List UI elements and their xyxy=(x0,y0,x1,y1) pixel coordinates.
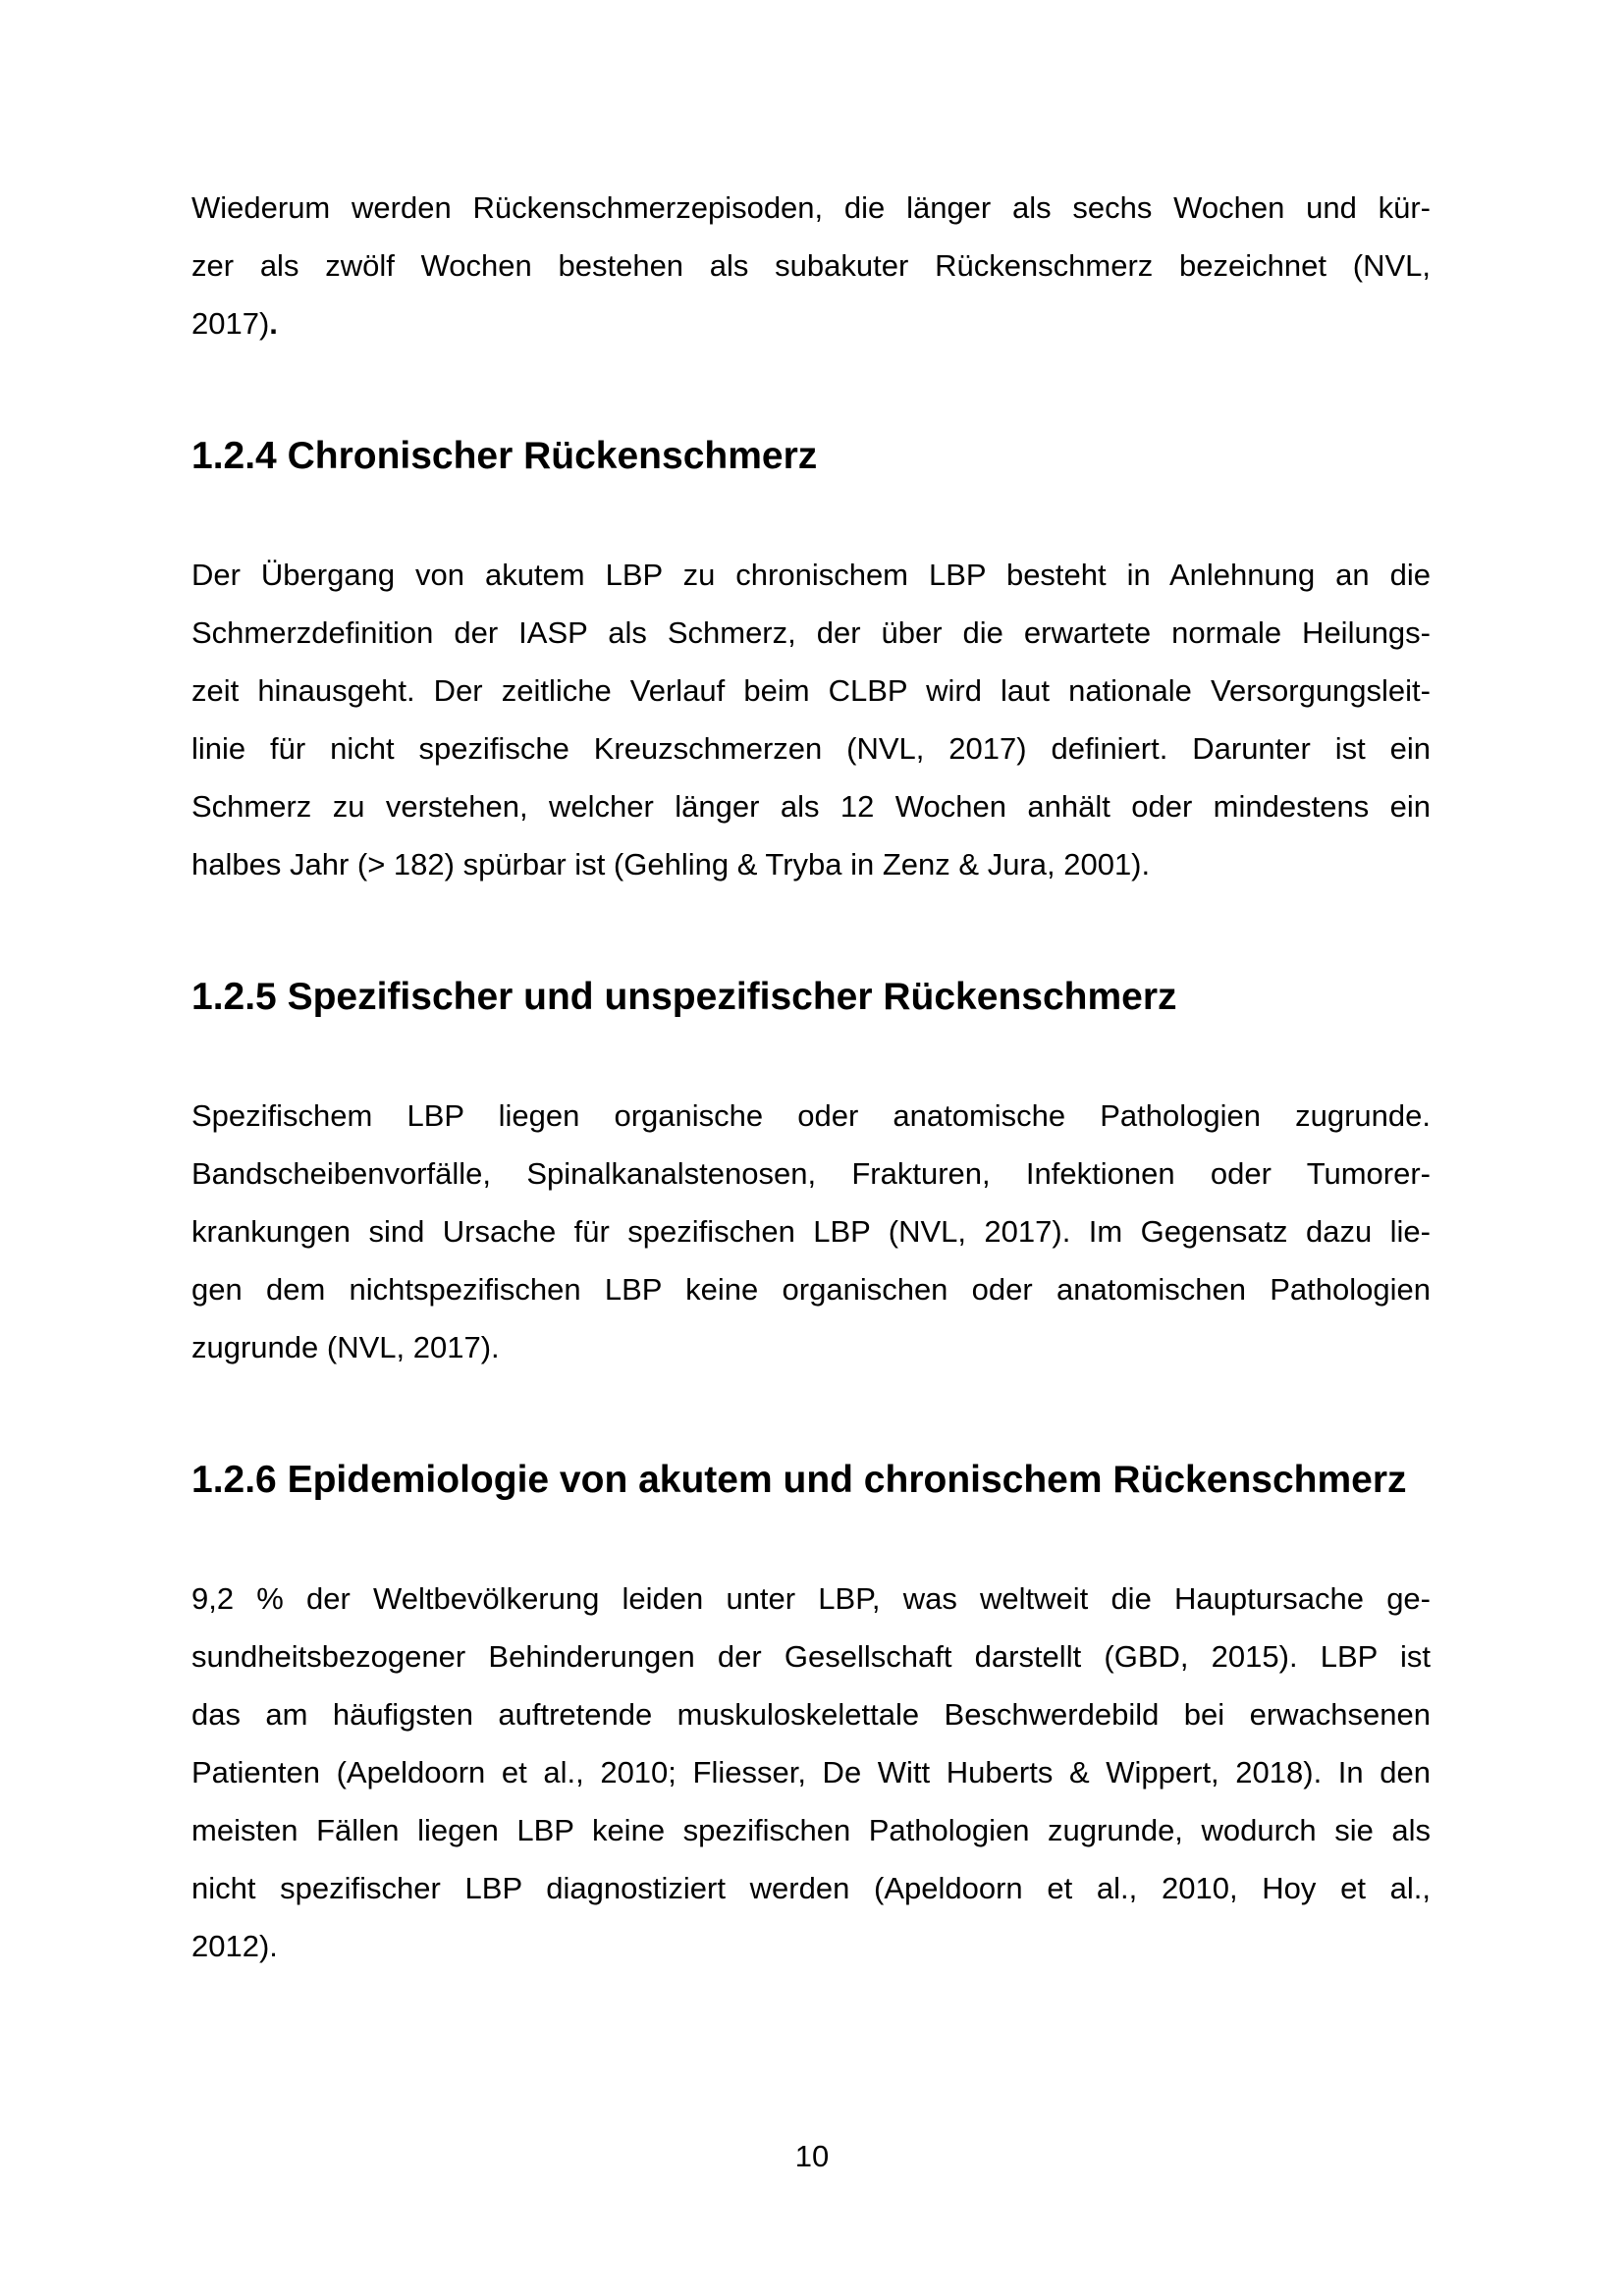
paragraph-line: zeit hinausgeht. Der zeitliche Verlauf beim CLBP wird laut nationale Versorgungsleit- xyxy=(191,673,1431,708)
section-1-2-6-paragraph xyxy=(191,1570,1431,1975)
paragraph-line: linie für nicht spezifische Kreuzschmerzen (NVL, 2017) definiert. Darunter ist ein xyxy=(191,731,1431,766)
section-1-2-5-paragraph xyxy=(191,1087,1431,1376)
paragraph-line: Schmerzdefinition der IASP als Schmerz, der über die erwartete normale Heilungs- xyxy=(191,615,1431,650)
intro-paragraph xyxy=(191,179,1431,352)
paragraph-line: 2012). xyxy=(191,1929,278,1963)
citation-year-text: 2017) xyxy=(191,306,270,341)
paragraph-line: Schmerz zu verstehen, welcher länger als 12 Wochen anhält oder mindestens ein xyxy=(191,789,1431,824)
paragraph-line: sundheitsbezogener Behinderungen der Gesellschaft darstellt (GBD, 2015). LBP ist xyxy=(191,1639,1431,1674)
paragraph-line: das am häufigsten auftretende muskuloskelettale Beschwerdebild bei erwachsenen xyxy=(191,1697,1431,1732)
paragraph-line xyxy=(191,294,1431,352)
paragraph-line: meisten Fällen liegen LBP keine spezifischen Pathologien zugrunde, wodurch sie als xyxy=(191,1813,1431,1847)
section-1-2-4-paragraph xyxy=(191,546,1431,893)
bold-period: . xyxy=(269,306,278,341)
paragraph-line: krankungen sind Ursache für spezifischen LBP (NVL, 2017). Im Gegensatz dazu lie- xyxy=(191,1214,1431,1249)
paragraph-line: zugrunde (NVL, 2017). xyxy=(191,1330,500,1364)
paragraph-line: halbes Jahr (> 182) spürbar ist (Gehling & Tryba in Zenz & Jura, 2001). xyxy=(191,847,1151,881)
paragraph-line: nicht spezifischer LBP diagnostiziert werden (Apeldoorn et al., 2010, Hoy et al., xyxy=(191,1871,1431,1905)
section-heading-1-2-6: 1.2.6 Epidemiologie von akutem und chronischem Rückenschmerz xyxy=(191,1459,1407,1501)
page-content xyxy=(191,179,1431,1975)
page-number: 10 xyxy=(794,2139,830,2173)
section-heading-1-2-5: 1.2.5 Spezifischer und unspezifischer Rückenschmerz xyxy=(191,976,1177,1018)
paragraph-line: Bandscheibenvorfälle, Spinalkanalstenosen, Frakturen, Infektionen oder Tumorer- xyxy=(191,1156,1431,1191)
paragraph-line: zer als zwölf Wochen bestehen als subakuter Rückenschmerz bezeichnet (NVL, xyxy=(191,248,1431,283)
paragraph-line: gen dem nichtspezifischen LBP keine organischen oder anatomischen Pathologien xyxy=(191,1272,1431,1307)
paragraph-line: 9,2 % der Weltbevölkerung leiden unter LBP, was weltweit die Hauptursache ge- xyxy=(191,1581,1431,1616)
section-heading-1-2-4: 1.2.4 Chronischer Rückenschmerz xyxy=(191,435,818,477)
paragraph-line: Wiederum werden Rückenschmerzepisoden, die länger als sechs Wochen und kür- xyxy=(191,190,1431,225)
paragraph-line: Der Übergang von akutem LBP zu chronischem LBP besteht in Anlehnung an die xyxy=(191,558,1431,592)
paragraph-line: Spezifischem LBP liegen organische oder anatomische Pathologien zugrunde. xyxy=(191,1098,1431,1133)
paragraph-line: Patienten (Apeldoorn et al., 2010; Fliesser, De Witt Huberts & Wippert, 2018). In den xyxy=(191,1755,1431,1789)
